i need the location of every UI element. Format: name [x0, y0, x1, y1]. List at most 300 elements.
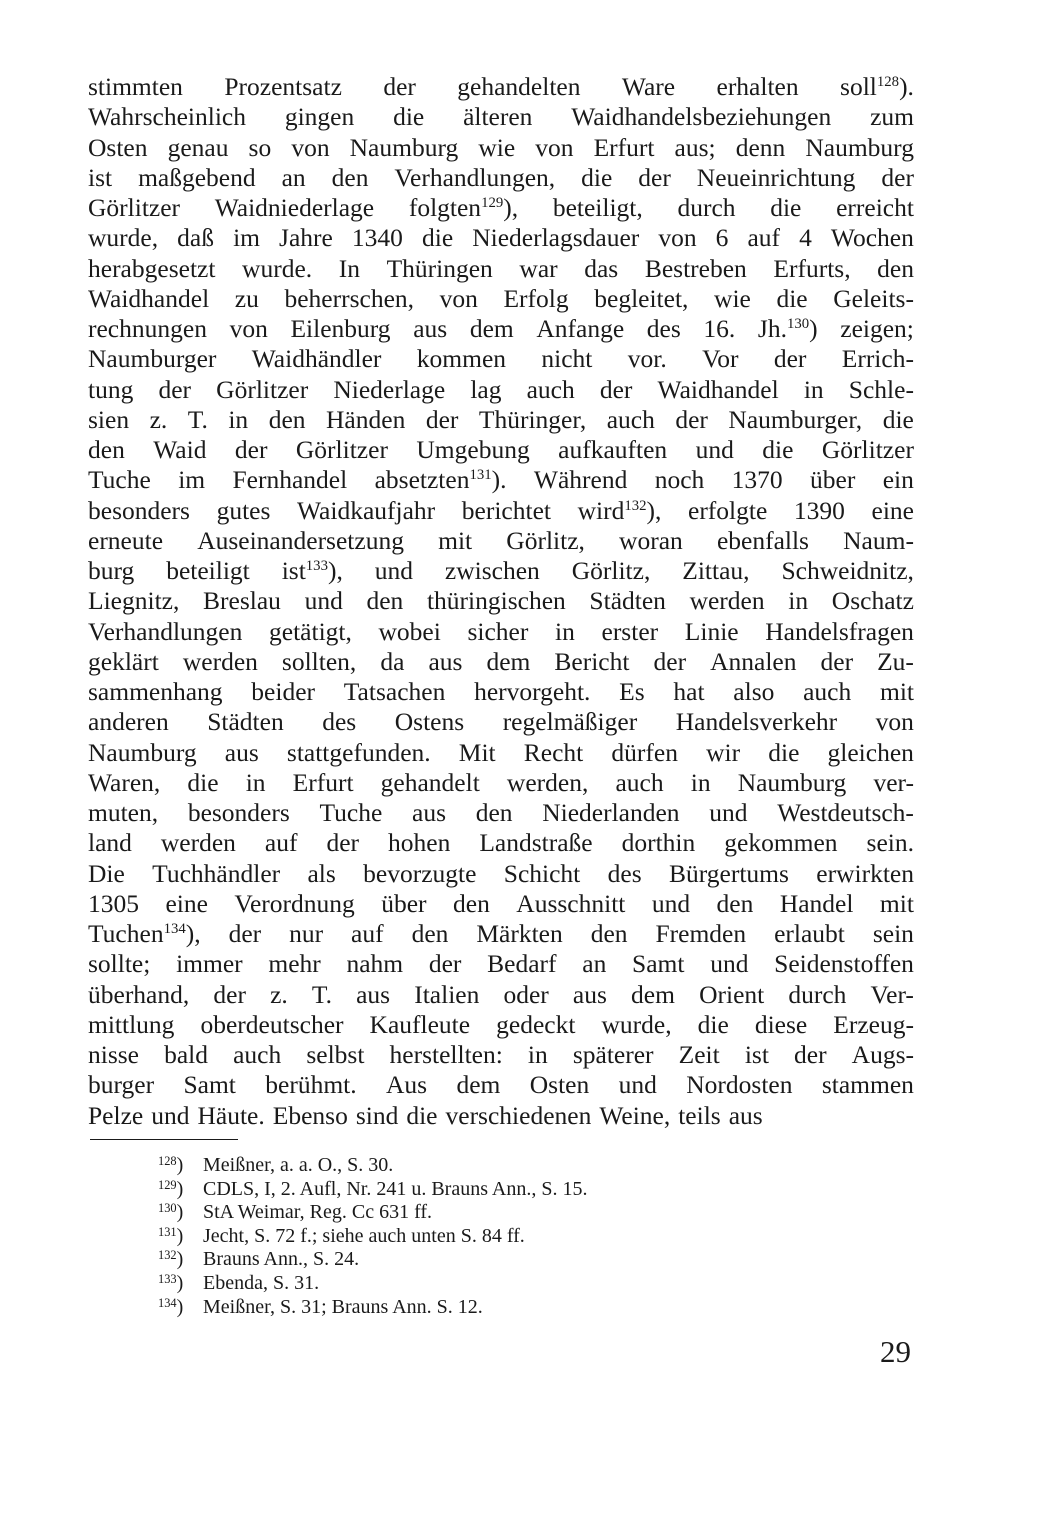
- word: Neueinrichtung: [696, 162, 856, 192]
- word: auch: [526, 374, 575, 404]
- body-line: [88, 526, 914, 556]
- word: auch: [615, 767, 664, 797]
- footnote: [158, 1296, 858, 1320]
- word: als: [307, 858, 336, 888]
- word: der: [599, 374, 633, 404]
- word: Waidhandel: [657, 374, 779, 404]
- word: 6: [715, 223, 729, 253]
- word: Tuche: [319, 798, 383, 827]
- word: Errich-: [841, 344, 914, 374]
- footnote-reference: 133: [305, 557, 328, 574]
- word: Auseinandersetzung: [197, 525, 404, 555]
- word: nicht: [541, 344, 593, 374]
- word: wobei: [378, 616, 441, 646]
- word: den: [366, 586, 404, 616]
- footnote-number: $^{131}$): [158, 1224, 184, 1247]
- word: besonders: [88, 495, 190, 525]
- footnote-text: Meißner, a. a. O., S. 30.: [203, 1154, 394, 1176]
- footnote-reference: 132: [624, 497, 647, 514]
- word: noch: [654, 465, 705, 495]
- word: 1390: [793, 495, 845, 525]
- word: in: [788, 586, 809, 616]
- word: 1370: [731, 465, 783, 495]
- word: Naumburg: [349, 132, 459, 162]
- word: der: [638, 162, 671, 192]
- word: die: [768, 737, 800, 767]
- word: tung: [88, 374, 134, 404]
- body-line: [88, 435, 914, 465]
- word: Bürgertums: [668, 858, 789, 888]
- word: gutes: [216, 495, 271, 525]
- word: Wahrscheinlich: [88, 102, 246, 132]
- word: wie: [714, 283, 751, 313]
- word: Görlitz,: [571, 556, 651, 585]
- body-line: [88, 768, 914, 798]
- footnote-text: CDLS, I, 2. Aufl, Nr. 241 u. Brauns Ann., S. 15.: [203, 1177, 588, 1200]
- word: Landstraße: [479, 828, 593, 858]
- word: rechnungen: [88, 314, 207, 343]
- body-line: [88, 133, 914, 163]
- word: Geleits-: [833, 283, 914, 313]
- word: Bericht: [554, 646, 630, 676]
- word: im: [178, 465, 206, 495]
- word: ein: [882, 465, 914, 495]
- word: und: [710, 949, 749, 979]
- word: Thüringer,: [478, 404, 587, 434]
- word: Görlitz,: [506, 525, 585, 555]
- footnote: [158, 1201, 858, 1225]
- word: Zittau,: [682, 556, 750, 585]
- footnote-reference: 134: [163, 920, 186, 937]
- word: Häute.: [197, 1100, 265, 1130]
- word: Naumburg: [88, 737, 197, 767]
- body-line: [88, 496, 914, 526]
- word: und: [374, 556, 413, 585]
- word: Annalen: [710, 646, 797, 676]
- word: aufkauften: [558, 435, 668, 464]
- word: soll$^{128}$).: [840, 72, 914, 101]
- word: Wochen: [830, 223, 914, 253]
- body-line: [88, 617, 914, 647]
- word: 4: [799, 223, 812, 253]
- word: den: [716, 888, 754, 918]
- word: Kaufleute: [369, 1009, 471, 1039]
- word: dorthin: [621, 828, 696, 858]
- word: woran: [619, 525, 683, 555]
- body-line: [88, 375, 914, 405]
- word: wie: [478, 132, 516, 162]
- word: erster: [601, 616, 659, 646]
- body-line: [88, 314, 914, 344]
- word: absetzten$^{131}$).: [374, 465, 507, 495]
- body-line: [88, 647, 914, 677]
- word: gekommen: [724, 828, 838, 858]
- word: 16.: [703, 314, 736, 343]
- word: genau: [167, 132, 229, 162]
- word: über: [810, 465, 856, 495]
- word: herstellten:: [389, 1040, 503, 1069]
- word: den: [268, 404, 306, 434]
- word: das: [584, 253, 619, 283]
- word: kommen: [416, 344, 507, 374]
- word: in: [555, 616, 575, 646]
- word: der: [675, 404, 708, 434]
- word: Naumburg: [737, 767, 847, 797]
- body-line: [88, 1010, 914, 1040]
- word: sollten,: [281, 646, 357, 676]
- word: späterer: [572, 1040, 654, 1069]
- word: Niederlanden: [542, 798, 680, 827]
- word: gehandelt: [380, 767, 480, 797]
- word: wird$^{132}$),: [577, 495, 662, 525]
- word: begleitet,: [594, 283, 689, 313]
- body-line: [88, 707, 914, 737]
- word: Bedarf: [487, 949, 557, 979]
- word: T.: [311, 979, 332, 1009]
- word: von: [658, 223, 697, 253]
- footnotes: [158, 1154, 858, 1319]
- word: Waid: [153, 435, 207, 464]
- word: sammenhang: [88, 677, 223, 706]
- word: Waidhandel: [88, 283, 210, 313]
- word: burg: [88, 556, 135, 585]
- word: Ostens: [394, 707, 465, 737]
- word: Görlitzer: [295, 435, 388, 464]
- word: von: [535, 132, 574, 162]
- word: den: [475, 798, 513, 827]
- word: und: [304, 586, 343, 616]
- word: älteren: [463, 102, 533, 132]
- word: nahm: [346, 949, 404, 979]
- word: ebenfalls: [716, 525, 809, 555]
- body-line: [88, 556, 914, 586]
- word: der: [326, 828, 360, 858]
- word: den: [453, 888, 490, 918]
- word: Tuchen$^{134}$),: [88, 919, 201, 948]
- word: mehr: [268, 949, 321, 979]
- word: Oschatz: [831, 586, 914, 616]
- word: im: [233, 223, 260, 253]
- word: Die: [88, 858, 125, 888]
- word: anderen: [88, 707, 169, 737]
- word: den: [331, 162, 369, 192]
- body-line: [88, 344, 914, 374]
- word: mittlung: [88, 1009, 175, 1039]
- word: dem: [469, 314, 514, 343]
- word: dem: [631, 979, 675, 1009]
- word: Tatsachen: [343, 677, 446, 706]
- word: der: [881, 162, 914, 192]
- word: daß: [177, 223, 214, 253]
- word: ist: [744, 1040, 769, 1069]
- word: Tuche: [88, 465, 151, 495]
- body-line: [88, 405, 914, 435]
- word: z.: [270, 979, 288, 1009]
- word: 1305: [88, 888, 139, 918]
- word: berichtet: [461, 495, 551, 525]
- word: Umgebung: [416, 435, 530, 464]
- word: so: [248, 132, 272, 162]
- body-line: [88, 163, 914, 193]
- word: bevorzugte: [363, 858, 477, 888]
- word: Schweidnitz,: [781, 556, 914, 585]
- word: Verhandlungen: [88, 616, 243, 646]
- word: Recht: [523, 737, 584, 767]
- word: des: [322, 707, 357, 737]
- word: thüringischen: [426, 586, 566, 616]
- word: wurde,: [601, 1009, 672, 1039]
- word: stimmten: [88, 72, 183, 101]
- body-line: [88, 254, 914, 284]
- word: werden,: [506, 767, 589, 797]
- word: berühmt.: [265, 1070, 357, 1100]
- word: denn: [735, 132, 786, 162]
- word: burger: [88, 1070, 155, 1100]
- word: aus: [728, 1100, 763, 1130]
- word: eine: [871, 495, 914, 525]
- word: da: [380, 646, 405, 676]
- word: der: [794, 1040, 827, 1069]
- footnote-number: $^{130}$): [158, 1201, 184, 1224]
- word: Verordnung: [234, 888, 355, 918]
- word: aus: [428, 646, 463, 676]
- word: werden: [160, 828, 236, 858]
- word: in: [245, 767, 266, 797]
- body-line: [88, 798, 914, 828]
- word: Naumburger,: [728, 404, 863, 434]
- word: werden: [689, 586, 765, 616]
- word: Görlitzer: [88, 193, 181, 222]
- word: von: [439, 283, 478, 313]
- word: Jh.$^{130}$): [757, 314, 818, 343]
- word: Schle-: [848, 374, 914, 404]
- word: Ebenso: [272, 1100, 348, 1130]
- word: Aus: [386, 1070, 428, 1100]
- word: auch: [803, 677, 852, 706]
- word: hohen: [388, 828, 451, 858]
- word: der: [158, 374, 192, 404]
- word: den: [411, 919, 449, 948]
- word: Händen: [326, 404, 406, 434]
- word: Zeit: [678, 1040, 720, 1069]
- word: Es: [619, 677, 645, 706]
- word: der: [425, 404, 459, 434]
- word: Fernhandel: [232, 465, 348, 495]
- body-line: [88, 72, 914, 102]
- footnote-reference: 130: [786, 315, 810, 332]
- word: die: [393, 102, 425, 132]
- word: sien: [88, 404, 130, 434]
- word: Samt: [632, 949, 685, 979]
- word: 1340: [351, 223, 403, 253]
- word: mit: [438, 525, 473, 555]
- word: der: [428, 949, 462, 979]
- body-line: [88, 949, 914, 979]
- word: zeigen;: [840, 314, 914, 343]
- word: wir: [706, 737, 741, 767]
- footnote: [158, 1154, 858, 1178]
- word: wurde,: [88, 223, 159, 253]
- word: Pelze: [88, 1100, 144, 1130]
- word: selbst: [306, 1040, 365, 1069]
- word: die: [406, 1100, 438, 1130]
- word: stattgefunden.: [286, 737, 431, 767]
- word: die: [697, 1009, 729, 1039]
- word: Osten: [529, 1070, 590, 1100]
- word: gedeckt: [496, 1009, 576, 1039]
- word: ist$^{133}$),: [281, 556, 343, 585]
- word: Naumburg: [805, 132, 914, 162]
- word: Erfurts,: [773, 253, 851, 283]
- word: Naumburger: [88, 344, 217, 374]
- body-line: [88, 102, 914, 132]
- word: ver-: [873, 767, 914, 797]
- word: hervorgeht.: [474, 677, 591, 706]
- word: z.: [149, 404, 168, 434]
- word: mit: [879, 888, 914, 918]
- word: über: [381, 888, 427, 918]
- word: herabgesetzt: [88, 253, 216, 283]
- word: Ware: [621, 72, 676, 101]
- footnote-text: Ebenda, S. 31.: [203, 1271, 320, 1294]
- body-line: [88, 859, 914, 889]
- word: gehandelten: [457, 72, 581, 101]
- word: erneute: [88, 525, 164, 555]
- word: Italien: [414, 979, 480, 1009]
- footnote-number: $^{129}$): [158, 1177, 184, 1200]
- word: aus;: [674, 132, 716, 162]
- word: Handelsverkehr: [675, 707, 838, 737]
- footnote: [158, 1272, 858, 1296]
- body-line: [88, 677, 914, 707]
- word: gleichen: [827, 737, 914, 767]
- word: sicher: [467, 616, 529, 646]
- word: dem: [456, 1070, 501, 1100]
- word: gingen: [284, 102, 355, 132]
- body-line: [88, 889, 914, 919]
- body-line: [88, 586, 914, 616]
- word: durch: [788, 979, 847, 1009]
- word: Samt: [183, 1070, 236, 1100]
- word: Städten: [207, 707, 284, 737]
- body-line: [88, 919, 914, 949]
- word: auch: [233, 1040, 282, 1069]
- word: der: [228, 919, 262, 948]
- word: beteiligt,: [552, 193, 643, 222]
- word: Ver-: [870, 979, 914, 1009]
- word: in: [228, 404, 249, 434]
- word: geklärt: [88, 646, 159, 676]
- word: der: [653, 646, 687, 676]
- word: die: [762, 435, 794, 464]
- word: dem: [486, 646, 531, 676]
- word: die: [421, 223, 454, 253]
- word: Görlitzer: [216, 374, 309, 404]
- word: Seidenstoffen: [774, 949, 914, 979]
- word: Liegnitz,: [88, 586, 180, 616]
- footnote-reference: 131: [469, 467, 492, 484]
- word: und: [695, 435, 734, 464]
- word: Görlitzer: [821, 435, 914, 464]
- footnote-number: $^{133}$): [158, 1271, 184, 1294]
- footnote-number: $^{134}$): [158, 1295, 184, 1318]
- word: Erfurt: [593, 132, 655, 162]
- word: von: [875, 707, 914, 737]
- word: sein: [872, 919, 914, 948]
- word: die: [882, 404, 914, 434]
- word: an: [582, 949, 607, 979]
- footnote-number: $^{132}$): [158, 1248, 184, 1271]
- word: Ausschnitt: [516, 888, 626, 918]
- word: Westdeutsch-: [777, 798, 914, 827]
- word: Niederlage: [333, 374, 446, 404]
- word: Waidhandelsbeziehungen: [571, 102, 832, 132]
- word: teils: [678, 1100, 721, 1130]
- word: des: [607, 858, 642, 888]
- footnote-reference: 129: [481, 194, 504, 211]
- word: zwischen: [444, 556, 540, 585]
- word: erhalten: [716, 72, 799, 101]
- word: besonders: [187, 798, 290, 827]
- word: den: [877, 253, 914, 283]
- word: eine: [165, 888, 208, 918]
- word: Erzeug-: [833, 1009, 914, 1039]
- word: folgten$^{129}$),: [408, 193, 519, 222]
- word: Handelsfragen: [765, 616, 914, 646]
- word: Eilenburg: [290, 314, 391, 343]
- word: auf: [264, 828, 298, 858]
- word: auch: [606, 404, 655, 434]
- word: der: [820, 646, 854, 676]
- word: Thüringen: [386, 253, 493, 283]
- footnote-text: Jecht, S. 72 f.; siehe auch unten S. 84 ff.: [203, 1224, 525, 1247]
- body-line: [88, 193, 914, 223]
- word: von: [291, 132, 330, 162]
- body-line: [88, 223, 914, 253]
- footnote-text: StA Weimar, Reg. Cc 631 ff.: [203, 1201, 433, 1224]
- word: der: [773, 344, 807, 374]
- word: regelmäßiger: [502, 707, 638, 737]
- word: Städten: [589, 586, 666, 616]
- word: sind: [355, 1100, 399, 1130]
- word: lag: [470, 374, 502, 404]
- word: also: [733, 677, 775, 706]
- word: Jahre: [279, 223, 333, 253]
- word: erfolgte: [688, 495, 768, 525]
- word: der: [234, 435, 268, 464]
- word: Breslau: [203, 586, 281, 616]
- word: des: [646, 314, 681, 343]
- footnote-number: $^{128}$): [158, 1153, 184, 1176]
- word: erwirkten: [816, 858, 914, 888]
- word: Während: [533, 465, 628, 495]
- word: aus: [412, 798, 446, 827]
- footnote: [158, 1248, 858, 1272]
- word: immer: [176, 949, 243, 979]
- word: erreicht: [836, 193, 914, 222]
- word: oder: [503, 979, 549, 1009]
- word: und: [709, 798, 748, 827]
- word: beider: [251, 677, 316, 706]
- word: Weine,: [599, 1100, 671, 1130]
- footnote: [158, 1225, 858, 1249]
- word: Schicht: [503, 858, 581, 888]
- footnote-text: Brauns Ann., S. 24.: [203, 1248, 360, 1271]
- word: In: [338, 253, 360, 283]
- word: und: [618, 1070, 657, 1100]
- word: war: [519, 253, 558, 283]
- body-line: [88, 284, 914, 314]
